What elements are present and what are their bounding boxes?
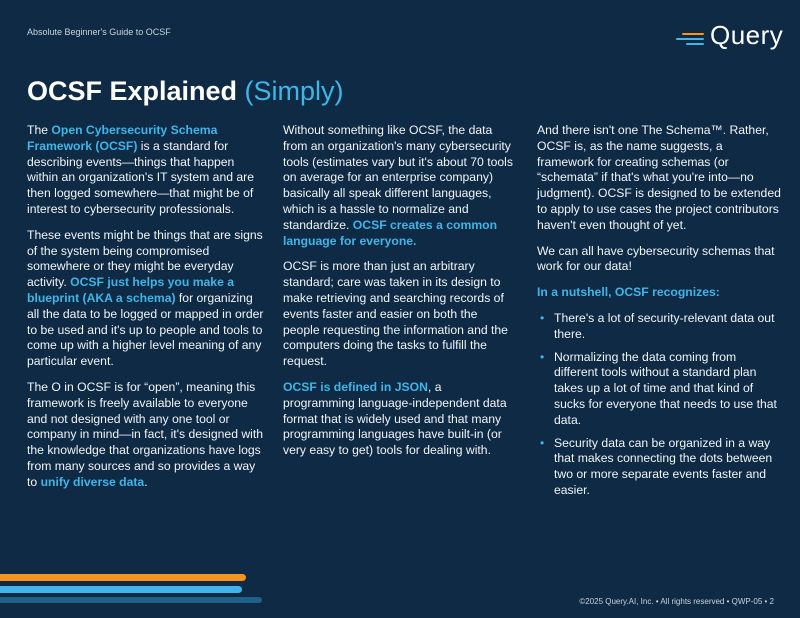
highlight-common-language: OCSF creates a common language for everyone. — [283, 217, 498, 248]
recognizes-list — [537, 311, 782, 499]
column-3 — [537, 123, 782, 506]
footer-copyright: ©2025 Query.AI, Inc. • All rights reserved • QWP-05 • 2 — [579, 597, 774, 606]
highlight-unify: unify diverse data — [40, 474, 145, 489]
col1-paragraph-3: The O in OCSF is for “open”, meaning this framework is freely available to everyone and not designed with any one tool or company in mind—in fact, it's designed with the knowledge that organizations have logs from many sources and so provides a way to unify diverse data. — [27, 379, 264, 489]
bullet-icon: • — [540, 435, 545, 450]
col1-paragraph-2: These events might be things that are signs of the system being compromised somewhere or they might be everyday activity. OCSF just helps you make a blueprint (AKA a schema) for organizing all the data to be logged or mapped in order to be used and it's up to people and tools to come up with a higher level meaning of any particular event. — [27, 227, 264, 369]
decorative-stripe-orange — [0, 574, 246, 581]
highlight-ocsf-name: Open Cybersecurity Schema Framework (OCSF) — [27, 123, 218, 153]
col2-paragraph-1: Without something like OCSF, the data from an organization's many cybersecurity tools (estimates vary but it's about 70 tools on average for an enterprise company) basically all speak different languages, which is a hassle to normalize and standardize. OCSF creates a common language for everyone. — [283, 123, 513, 248]
nutshell-heading: In a nutshell, OCSF recognizes: — [537, 285, 720, 300]
logo-wordmark: Query — [710, 20, 784, 50]
decorative-stripe-navy — [0, 597, 262, 603]
highlight-json: OCSF is defined in JSON — [283, 379, 428, 394]
col3-paragraph-2: We can all have cybersecurity schemas that work for our data! — [537, 243, 775, 274]
header-doc-title: Absolute Beginner's Guide to OCSF — [27, 27, 171, 37]
decorative-stripe-blue — [0, 586, 242, 593]
page-title-main: OCSF Explained — [27, 76, 245, 106]
bullet-icon: • — [540, 310, 545, 325]
column-1 — [27, 123, 265, 501]
col1-paragraph-1: The Open Cybersecurity Schema Framework (OCSF) is a standard for describing events—things that happen within an organization's IT system and are then logged somewhere—that might be of interest to cybersecurity professionals. — [27, 123, 255, 216]
col2-paragraph-2: OCSF is more than just an arbitrary standard; care was taken in its design to make retrieving and searching records of events faster and easier on both the people requesting the information and the computers doing the tasks to fulfill the request. — [283, 259, 508, 369]
page-title-accent: (Simply) — [244, 76, 344, 106]
column-2 — [283, 123, 515, 469]
bullet-icon: • — [540, 349, 545, 364]
query-logo — [676, 20, 784, 52]
page-title — [27, 76, 344, 107]
col2-paragraph-3: OCSF is defined in JSON, a programming language-independent data format that is widely used and that many programming languages have built-in (or very easy to get) tools for dealing with. — [283, 379, 507, 458]
list-item: • Normalizing the data coming from different tools without a standard plan takes up a lot of time and that kind of sucks for everyone that needs to use that data. — [540, 349, 777, 427]
highlight-blueprint: OCSF just helps you make a blueprint (AKA a schema) — [27, 275, 235, 305]
list-item: • Security data can be organized in a way that makes connecting the dots between two or more separate events faster and easier. — [540, 435, 773, 497]
list-item: • There's a lot of security-relevant data out there. — [540, 310, 775, 341]
col3-paragraph-1: And there isn't one The Schema™. Rather, OCSF is, as the name suggests, a framework for creating schemas (or “schemata” if that's what you're into—no judgment). OCSF is designed to be extended to apply to use cases the project contributors haven't even thought of yet. — [537, 123, 781, 232]
